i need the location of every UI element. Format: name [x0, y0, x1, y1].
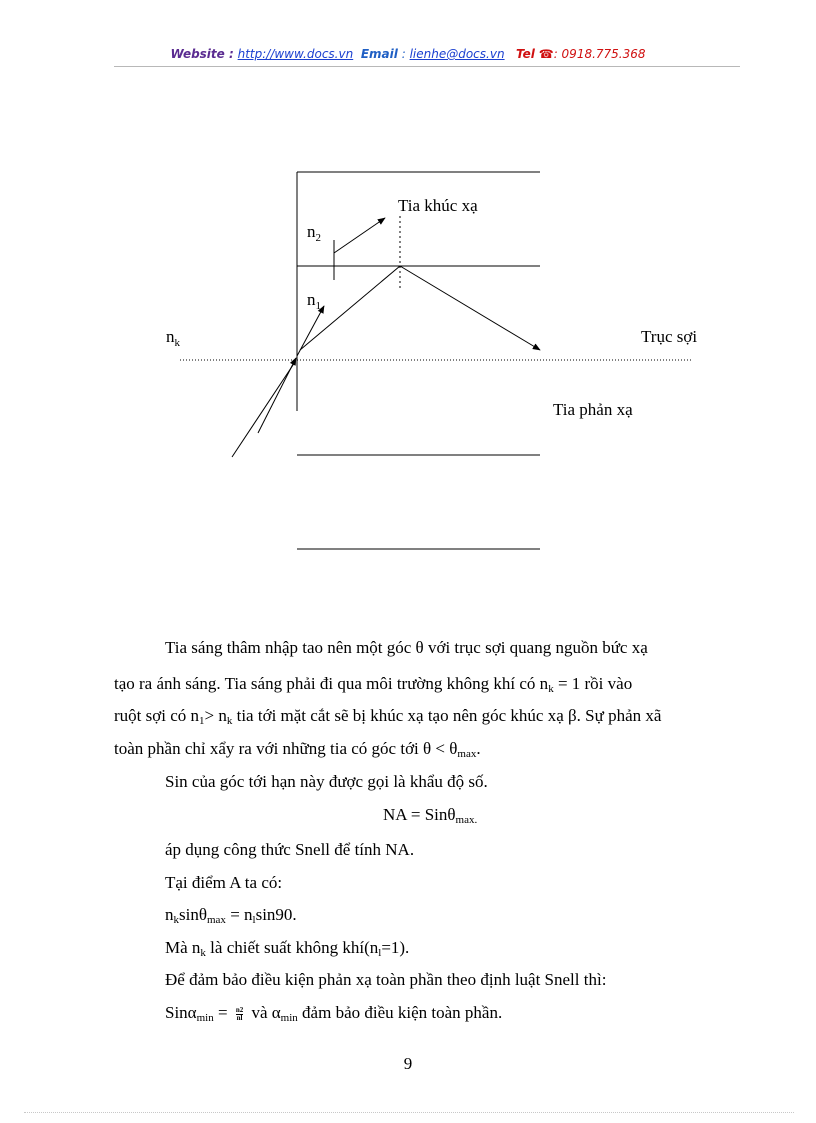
label-n1: $n_1$ — [307, 290, 321, 312]
phone-icon: ☎ — [538, 47, 554, 61]
label-nk: $n_k$ — [166, 327, 180, 349]
paragraph-line: ruột sợi có $n_1> n_k$ tia tới mặt cắt sẽ bị khúc xạ tạo nên góc khúc xạ β. Sự phản xã — [114, 706, 662, 727]
email-separator: : — [401, 47, 406, 61]
equation-snell: $n_k\sin\theta_{max} = n_l\sin 90$. — [165, 905, 297, 926]
label-refracted-ray: Tia khúc xạ — [398, 196, 478, 215]
paragraph-line: tạo ra ánh sáng. Tia sáng phải đi qua môi trường không khí có $n_k = 1$ rồi vào — [114, 674, 633, 695]
reflected-ray — [400, 266, 540, 350]
paragraph-line: áp dụng công thức Snell để tính NA. — [165, 840, 415, 859]
label-reflected-ray: Tia phản xạ — [553, 400, 633, 419]
paragraph-line: toàn phần chỉ xẩy ra với những tia có góc tới $\theta < \theta_{max}$. — [114, 739, 481, 760]
equation-alpha-min: Sinα$_{min}$ = $\frac{n2}{nl}$ và $\alpha_{min}$ đảm bảo điều kiện toàn phần. — [165, 1003, 503, 1024]
label-fiber-axis: Trục sợi — [641, 327, 698, 346]
paragraph-line: Sin của góc tới hạn này được gọi là khẩu độ số. — [165, 772, 488, 791]
page-number: 9 — [403, 1054, 413, 1073]
equation-na: NA = Sinθ$_{max.}$ — [383, 805, 478, 826]
tel-number: : 0918.775.368 — [553, 47, 646, 61]
escaping-ray — [334, 218, 385, 253]
website-label: Website : — [170, 47, 234, 61]
website-link[interactable]: http://www.docs.vn — [237, 47, 354, 61]
paragraph-line: Tại điểm A ta có: — [165, 873, 283, 892]
email-link[interactable]: lienhe@docs.vn — [409, 47, 505, 61]
label-n2: $n_2$ — [307, 222, 321, 244]
footer-rule — [24, 1112, 794, 1113]
email-label: Email — [360, 47, 398, 61]
fraction: $\frac{n2}{nl}$ — [235, 1005, 244, 1022]
tel-label: Tel — [516, 47, 535, 61]
paragraph-line: Mà $n_k$ là chiết suất không $khí(n_l=1)$. — [165, 938, 410, 959]
paragraph-line: Để đảm bảo điều kiện phản xạ toàn phần theo định luật Snell thì: — [165, 970, 607, 989]
incident-ray-2 — [258, 358, 296, 433]
incident-ray — [232, 362, 295, 457]
paragraph-line: Tia sáng thâm nhập tao nên một góc θ với trục sợi quang nguồn bức xạ — [165, 638, 648, 657]
